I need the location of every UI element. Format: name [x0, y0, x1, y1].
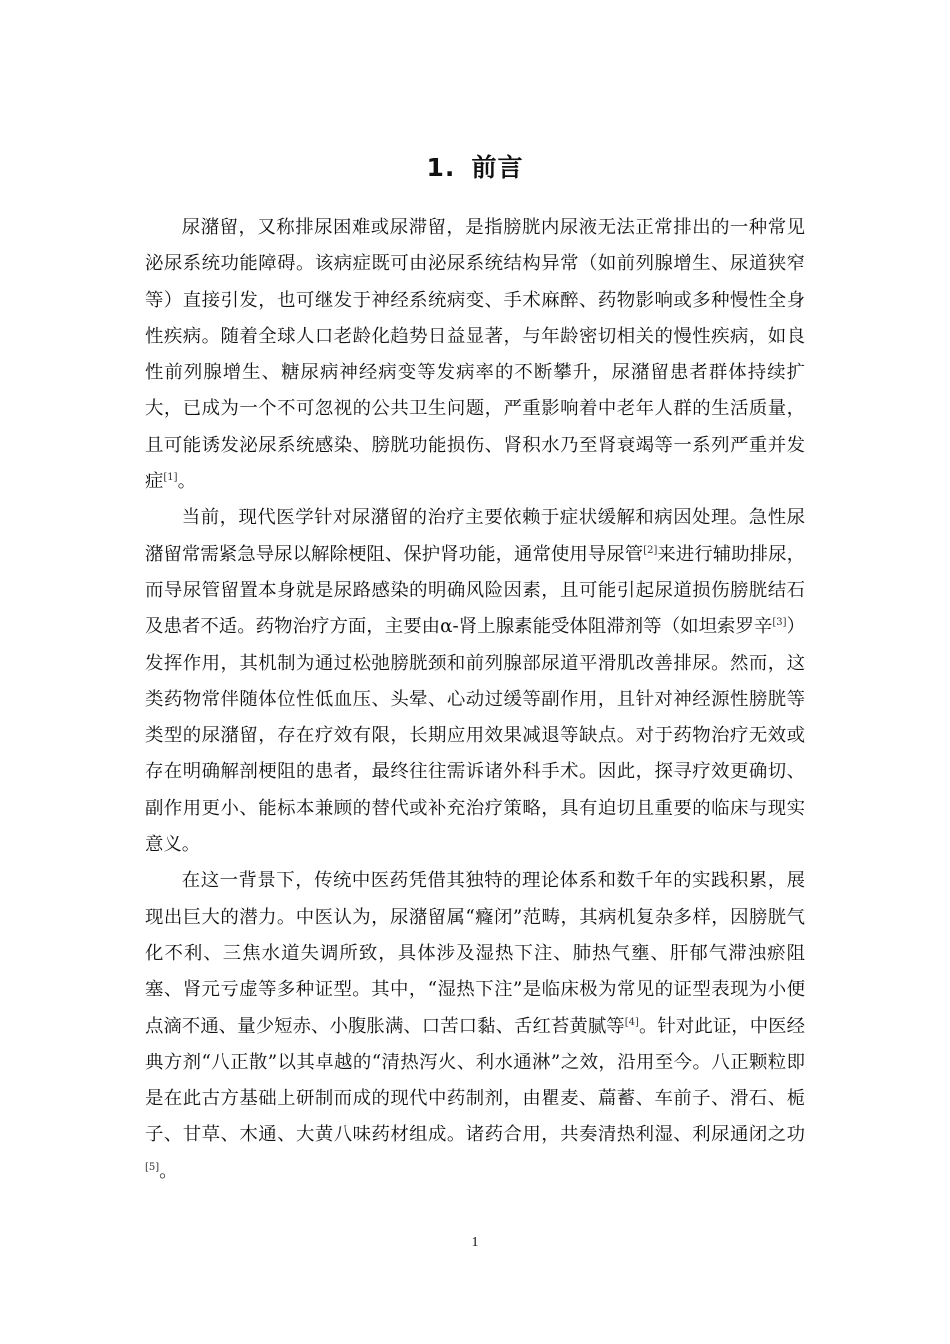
section-heading [0, 148, 950, 188]
body-text [145, 210, 805, 1190]
paragraph-text: 来进行辅助排尿，而导尿管留置本身就是尿路感染的明确风险因素，且可能引起尿道损伤膀胱结石及患者不适。药物治疗方面，主要由α-肾上腺素能受体阻滞剂等（如坦索罗辛 [145, 543, 805, 638]
paragraph-3 [145, 863, 805, 1190]
paragraph-text: 当前，现代医学针对尿潴留的治疗主要依赖于症状缓解和病因处理。急性尿潴留常需紧急导尿以解除梗阻、保护肾功能，通常使用导尿管 [145, 507, 805, 565]
section-number: 1. [426, 153, 456, 182]
paragraph-text: 。 [177, 471, 196, 493]
citation-ref[interactable]: [3] [772, 617, 787, 629]
section-title: 前言 [471, 153, 524, 182]
citation-ref[interactable]: [1] [163, 471, 178, 483]
paragraph-text: 尿潴留，又称排尿困难或尿滞留，是指膀胱内尿液无法正常排出的一种常见泌尿系统功能障碍。该病症既可由泌尿系统结构异常（如前列腺增生、尿道狭窄等）直接引发，也可继发于神经系统病变、手术麻醉、药物影响或多种慢性全身性疾病。随着全球人口老龄化趋势日益显著，与年龄密切相关的慢性疾病，如良性前列腺增生、糖尿病神经病变等发病率的不断攀升，尿潴留患者群体持续扩大，已成为一个不可忽视的公共卫生问题，严重影响着中老年人群的生活质量，且可能诱发泌尿系统感染、膀胱功能损伤、肾积水乃至肾衰竭等一系列严重并发症 [145, 217, 805, 493]
citation-ref[interactable]: [5] [145, 1161, 160, 1173]
citation-ref[interactable]: [4] [624, 1016, 639, 1028]
paragraph-text: ）发挥作用，其机制为通过松弛膀胱颈和前列腺部尿道平滑肌改善排尿。然而，这类药物常伴随体位性低血压、头晕、心动过缓等副作用，且针对神经源性膀胱等类型的尿潴留，存在疗效有限，长期应用效果减退等缺点。对于药物治疗无效或存在明确解剖梗阻的患者，最终往往需诉诸外科手术。因此，探寻疗效更确切、副作用更小、能标本兼顾的替代或补充治疗策略，具有迫切且重要的临床与现实意义。 [145, 616, 805, 856]
paragraph-text: 。 [159, 1160, 178, 1182]
paragraph-1 [145, 210, 805, 500]
paragraph-text: 在这一背景下，传统中医药凭借其独特的理论体系和数千年的实践积累，展现出巨大的潜力。中医认为，尿潴留属“癃闭”范畴，其病机复杂多样，因膀胱气化不利、三焦水道失调所致，具体涉及湿热下注、肺热气壅、肝郁气滞浊瘀阻塞、肾元亏虚等多种证型。其中，“湿热下注”是临床极为常见的证型表现为小便点滴不通、量少短赤、小腹胀满、口苦口黏、舌红苔黄腻等 [145, 870, 805, 1037]
page-number: 1 [471, 1235, 479, 1250]
paragraph-2 [145, 500, 805, 863]
paragraph-text: 。针对此证，中医经典方剂“八正散”以其卓越的“清热泻火、利水通淋”之效，沿用至今。八正颗粒即是在此古方基础上研制而成的现代中药制剂，由瞿麦、萹蓄、车前子、滑石、栀子、甘草、木通、大黄八味药材组成。诸药合用，共奏清热利湿、利尿通闭之功 [145, 1015, 805, 1146]
citation-ref[interactable]: [2] [643, 544, 658, 556]
